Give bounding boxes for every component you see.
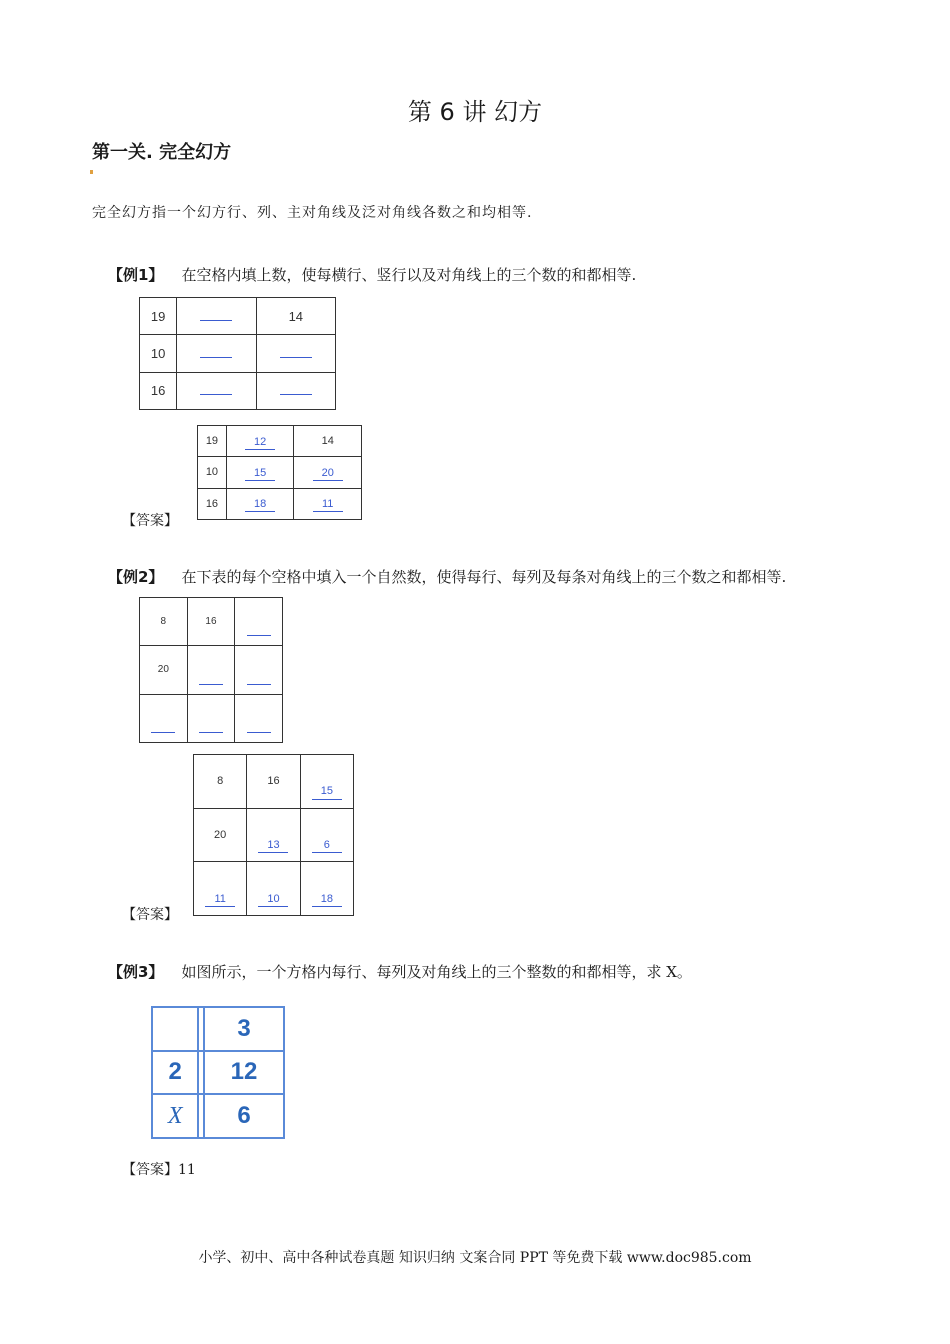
grid-cell: 10 <box>140 335 177 372</box>
grid-cell: 13 <box>247 808 300 862</box>
grid-cell[interactable] <box>235 646 283 694</box>
grid-cell[interactable] <box>177 335 256 372</box>
example-3-answer-label: 【答案】 <box>122 1162 178 1178</box>
grid-cell: 20 <box>140 646 188 694</box>
grid-cell: 15 <box>300 755 353 809</box>
example-2-answer-grid <box>193 754 354 916</box>
grid-cell: 14 <box>294 426 362 457</box>
grid-cell: 8 <box>194 755 247 809</box>
grid-cell <box>152 1007 198 1051</box>
example-2-answer-label: 【答案】 <box>122 907 178 923</box>
example-2-text: 在下表的每个空格中填入一个自然数，使得每行、每列及每条对角线上的三个数之和都相等. <box>181 568 787 586</box>
intro-text: 完全幻方指一个幻方行、列、主对角线及泛对角线各数之和均相等. <box>92 205 533 221</box>
grid-cell: 14 <box>256 298 335 335</box>
example-3-text: 如图所示，一个方格内每行、每列及对角线上的三个整数的和都相等，求 X。 <box>181 963 692 981</box>
grid-cell[interactable] <box>235 694 283 742</box>
grid-cell[interactable] <box>177 372 256 409</box>
grid-cell: 15 <box>226 457 294 488</box>
decorative-mark <box>90 170 93 174</box>
example-1-answer-label: 【答案】 <box>122 513 178 529</box>
grid-cell: 12 <box>204 1051 284 1095</box>
example-3-question <box>108 961 692 982</box>
grid-cell: 12 <box>226 426 294 457</box>
grid-cell: 6 <box>204 1094 284 1138</box>
grid-cell: 8 <box>140 598 188 646</box>
example-3-answer-value: 11 <box>178 1162 196 1178</box>
example-1-grid <box>139 297 336 410</box>
page-title: 第 6 讲 幻方 <box>407 98 543 126</box>
grid-cell: 3 <box>204 1007 284 1051</box>
grid-cell: 2 <box>152 1051 198 1095</box>
grid-cell: 20 <box>294 457 362 488</box>
grid-cell[interactable] <box>187 646 235 694</box>
grid-cell-x: X <box>152 1094 198 1138</box>
grid-cell: 16 <box>198 488 227 519</box>
grid-cell: 16 <box>187 598 235 646</box>
grid-cell: 11 <box>194 862 247 916</box>
example-2-grid <box>139 597 283 743</box>
example-3-answer <box>122 1159 196 1179</box>
grid-cell: 20 <box>194 808 247 862</box>
grid-cell[interactable] <box>187 694 235 742</box>
grid-cell: 10 <box>247 862 300 916</box>
grid-cell: 16 <box>247 755 300 809</box>
grid-cell: 11 <box>294 488 362 519</box>
example-1-answer-grid <box>197 425 362 520</box>
example-3-grid <box>151 1006 285 1139</box>
grid-cell[interactable] <box>140 694 188 742</box>
example-1-tag: 【例1】 <box>108 266 164 284</box>
grid-cell: 16 <box>140 372 177 409</box>
grid-cell[interactable] <box>256 335 335 372</box>
example-3-tag: 【例3】 <box>108 963 164 981</box>
example-1-question <box>108 264 636 285</box>
example-1-text: 在空格内填上数，使每横行、竖行以及对角线上的三个数的和都相等. <box>181 266 637 284</box>
grid-cell[interactable] <box>177 298 256 335</box>
grid-cell: 6 <box>300 808 353 862</box>
grid-cell[interactable] <box>235 598 283 646</box>
grid-cell: 19 <box>140 298 177 335</box>
grid-cell: 10 <box>198 457 227 488</box>
grid-cell[interactable] <box>256 372 335 409</box>
footer-text: 小学、初中、高中各种试卷真题 知识归纳 文案合同 PPT 等免费下载 www.doc985.com <box>198 1250 752 1266</box>
grid-cell: 19 <box>198 426 227 457</box>
grid-cell: 18 <box>226 488 294 519</box>
grid-cell: 18 <box>300 862 353 916</box>
section-heading: 第一关. 完全幻方 <box>92 142 232 163</box>
example-2-tag: 【例2】 <box>108 568 164 586</box>
example-2-question <box>108 566 786 587</box>
